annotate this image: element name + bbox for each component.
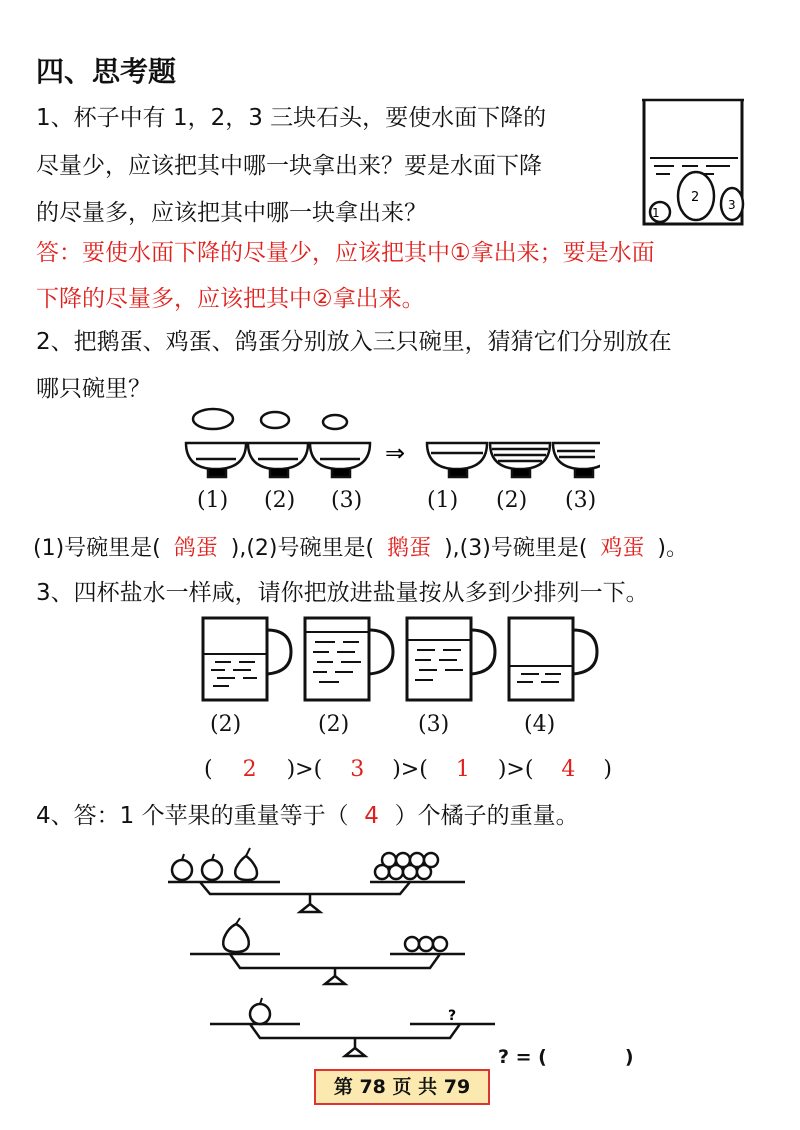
q2-answer-2: 鹅蛋 — [387, 536, 432, 561]
q2-line-1: 2、把鹅蛋、鸡蛋、鸽蛋分别放入三只碗里，猜猜它们分别放在 — [36, 329, 672, 355]
q2-fill-part-1: (1)号碗里是( — [33, 536, 161, 561]
bowl-label-left-3: (3) — [331, 488, 363, 513]
order-answer-2: 3 — [350, 757, 365, 782]
cup-label-4: (4) — [524, 712, 556, 737]
cup-label-2: (2) — [318, 712, 350, 737]
cup-label-1: (2) — [210, 712, 242, 737]
q2-fill-part-2: ),(2)号碗里是( — [230, 536, 375, 561]
section-title: 四、思考题 — [36, 55, 177, 88]
q4-prefix: 4、答：1 个苹果的重量等于（ — [36, 803, 349, 829]
q4-equation-close: ) — [624, 1046, 634, 1068]
q2-fill-part-3: ),(3)号碗里是( — [444, 536, 588, 561]
order-gt-2: )>( — [392, 757, 428, 782]
stone-label-3: 3 — [728, 198, 736, 212]
q1-line-3: 的尽量多，应该把其中哪一块拿出来？ — [36, 200, 427, 226]
q1-answer-line-1: 答：要使水面下降的尽量少，应该把其中①拿出来；要是水面 — [36, 240, 655, 266]
beaker-figure — [634, 96, 752, 230]
stone-label-1: 1 — [652, 206, 660, 220]
q1-line-2: 尽量少，应该把其中哪一块拿出来？要是水面下降 — [36, 153, 542, 179]
q2-fill-line — [33, 534, 688, 564]
q1-line-1: 1、杯子中有 1，2，3 三块石头，要使水面下降的 — [36, 105, 547, 131]
order-gt-1: )>( — [286, 757, 323, 782]
order-open: ( — [204, 757, 213, 782]
bowl-label-left-2: (2) — [264, 488, 296, 513]
order-close: ) — [603, 757, 613, 782]
q3-line: 3、四杯盐水一样咸，请你把放进盐量按从多到少排列一下。 — [36, 580, 649, 606]
page-footer: 第 78 页 共 79 — [314, 1069, 490, 1105]
order-answer-4: 4 — [561, 757, 576, 782]
bowl-arrow: ⇒ — [385, 439, 406, 467]
q4-equation — [498, 1046, 634, 1068]
bowl-label-right-2: (2) — [496, 488, 528, 513]
q4-answer: 4 — [364, 803, 379, 829]
cup-label-3: (3) — [418, 712, 450, 737]
order-answer-3: 1 — [455, 757, 470, 782]
q4-equation-open: ? = ( — [498, 1046, 547, 1068]
q2-answer-1: 鸽蛋 — [173, 536, 218, 561]
q3-order-line — [204, 757, 612, 782]
q2-line-2: 哪只碗里？ — [36, 376, 151, 402]
order-answer-1: 2 — [242, 757, 257, 782]
q2-answer-3: 鸡蛋 — [600, 536, 645, 561]
bowls-figure — [180, 405, 600, 485]
bowl-label-left-1: (1) — [197, 488, 229, 513]
q1-answer-line-2: 下降的尽量多，应该把其中②拿出来。 — [36, 286, 425, 312]
bowl-label-right-3: (3) — [565, 488, 597, 513]
balance-figure — [160, 842, 630, 1067]
q2-fill-part-4: )。 — [657, 536, 688, 561]
q4-line — [36, 801, 579, 831]
stone-label-2: 2 — [691, 190, 700, 205]
bowl-label-right-1: (1) — [427, 488, 459, 513]
order-gt-3: )>( — [497, 757, 534, 782]
q4-suffix: ）个橘子的重量。 — [394, 803, 579, 829]
cups-figure — [195, 612, 615, 708]
q4-question-mark: ? — [448, 1008, 457, 1024]
